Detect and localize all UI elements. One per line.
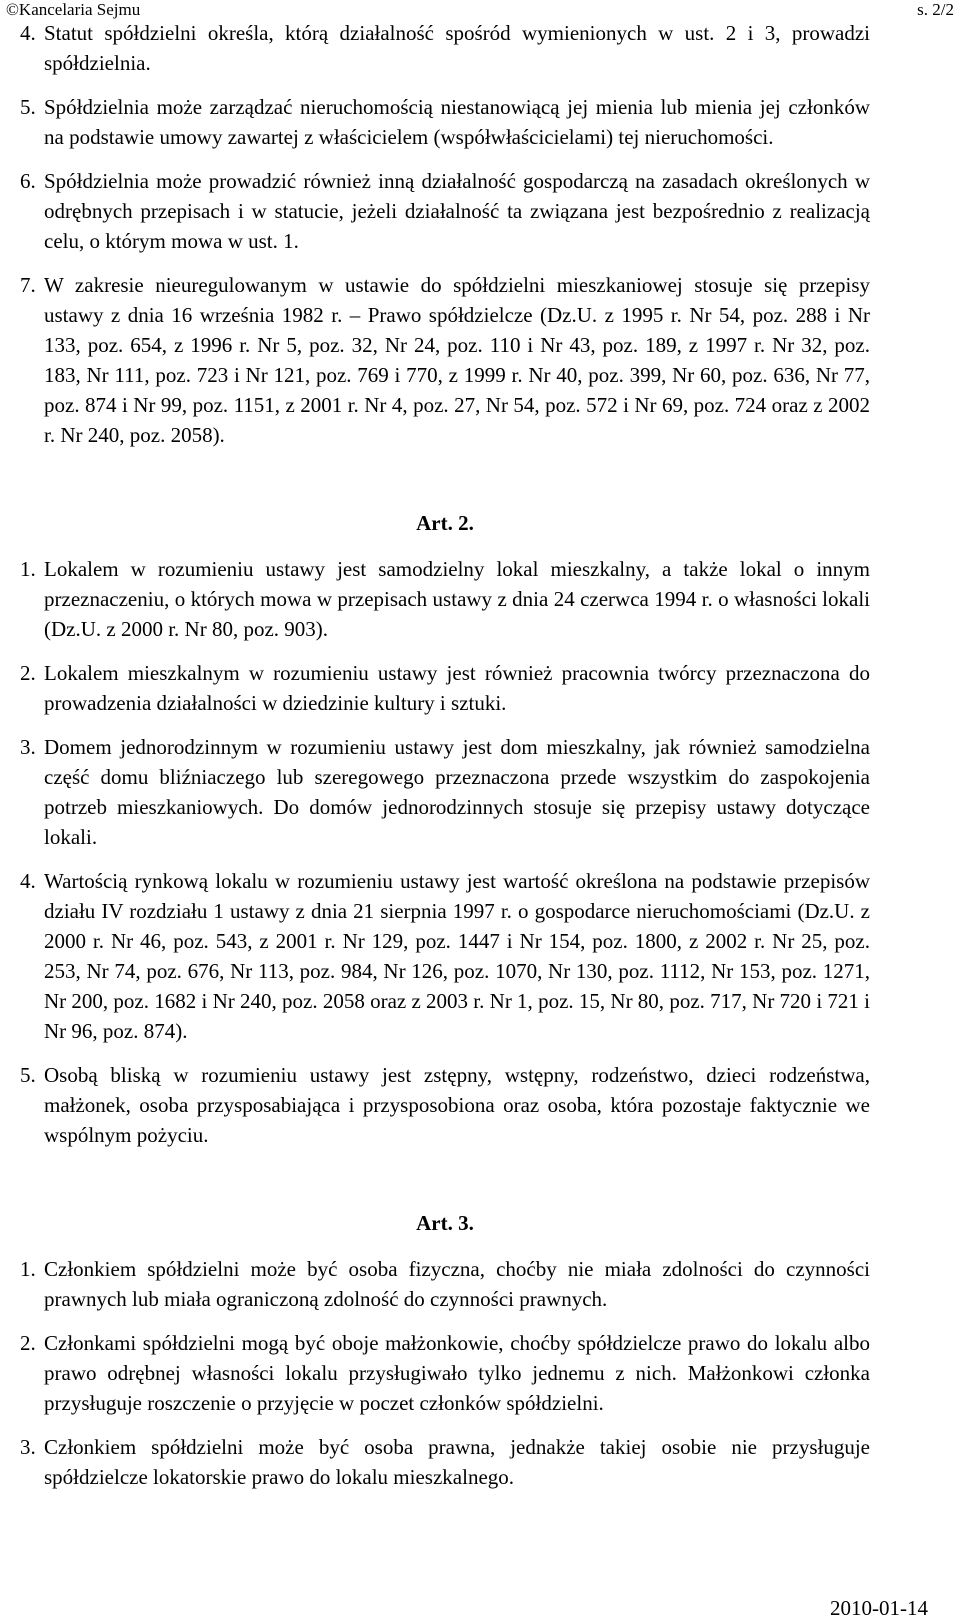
paragraph-5 (20, 92, 870, 152)
paragraph-text: Statut spółdzielni określa, którą działalność spośród wymienionych w ust. 2 i 3, prowadzi spółdzielnia. (44, 21, 870, 75)
paragraph-number: 1. (20, 1257, 36, 1281)
paragraph-text: Osobą bliską w rozumieniu ustawy jest zstępny, wstępny, rodzeństwo, dzieci rodzeństwa, małżonek, osoba przysposabiająca i przysposobiona oraz osoba, która pozostaje faktycznie we wspólnym pożyciu. (44, 1063, 870, 1147)
document-body (20, 18, 870, 1506)
article-2-heading: Art. 2. (416, 511, 474, 535)
art2-paragraph-4 (20, 866, 870, 1046)
paragraph-text: Wartością rynkową lokalu w rozumieniu ustawy jest wartość określona na podstawie przepisów działu IV rozdziału 1 ustawy z dnia 21 sierpnia 1997 r. o gospodarce nieruchomościami (Dz.U. z 2000 r. Nr 46, poz. 543, z 2001 r. Nr 129, poz. 1447 i Nr 154, poz. 1800, z 2002 r. Nr 25, poz. 253, Nr 74, poz. 676, Nr 113, poz. 984, Nr 126, poz. 1070, Nr 130, poz. 1112, Nr 153, poz. 1271, Nr 200, poz. 1682 i Nr 240, poz. 2058 oraz z 2003 r. Nr 1, poz. 15, Nr 80, poz. 717, Nr 720 i 721 i Nr 96, poz. 874). (44, 869, 870, 1043)
paragraph-number: 3. (20, 1435, 36, 1459)
paragraph-text: Spółdzielnia może zarządzać nieruchomością niestanowiącą jej mienia lub mienia jej członków na podstawie umowy zawartej z właścicielem (współwłaścicielami) tej nieruchomości. (44, 95, 870, 149)
paragraph-text: W zakresie nieuregulowanym w ustawie do spółdzielni mieszkaniowej stosuje się przepisy ustawy z dnia 16 września 1982 r. – Prawo spółdzielcze (Dz.U. z 1995 r. Nr 54, poz. 288 i Nr 133, poz. 654, z 1996 r. Nr 5, poz. 32, Nr 24, poz. 110 i Nr 43, poz. 189, z 1997 r. Nr 32, poz. 183, Nr 111, poz. 723 i Nr 121, poz. 769 i 770, z 1999 r. Nr 40, poz. 399, Nr 60, poz. 636, Nr 77, poz. 874 i Nr 99, poz. 1151, z 2001 r. Nr 4, poz. 27, Nr 54, poz. 572 i Nr 69, poz. 724 oraz z 2002 r. Nr 240, poz. 2058). (44, 273, 870, 447)
paragraph-number: 5. (20, 1063, 36, 1087)
art3-paragraph-2 (20, 1328, 870, 1418)
paragraph-4 (20, 18, 870, 78)
paragraph-text: Domem jednorodzinnym w rozumieniu ustawy jest dom mieszkalny, jak również samodzielna część domu bliźniaczego lub szeregowego przeznaczona przede wszystkim do zaspokojenia potrzeb mieszkaniowych. Do domów jednorodzinnych stosuje się przepisy ustawy dotyczące lokali. (44, 735, 870, 849)
paragraph-text: Członkiem spółdzielni może być osoba fizyczna, choćby nie miała zdolności do czynności prawnych lub miała ograniczoną zdolność do czynności prawnych. (44, 1257, 870, 1311)
paragraph-number: 3. (20, 735, 36, 759)
paragraph-7 (20, 270, 870, 450)
art3-paragraph-3 (20, 1432, 870, 1492)
paragraph-number: 1. (20, 557, 36, 581)
art2-paragraph-5 (20, 1060, 870, 1150)
paragraph-number: 6. (20, 169, 36, 193)
art2-paragraph-2 (20, 658, 870, 718)
paragraph-number: 4. (20, 21, 36, 45)
paragraph-6 (20, 166, 870, 256)
paragraph-text: Spółdzielnia może prowadzić również inną działalność gospodarczą na zasadach określonych w odrębnych przepisach i w statucie, jeżeli działalność ta związana jest bezpośrednio z realizacją celu, o którym mowa w ust. 1. (44, 169, 870, 253)
footer-date: 2010-01-14 (830, 1596, 928, 1620)
art3-paragraph-1 (20, 1254, 870, 1314)
paragraph-text: Członkami spółdzielni mogą być oboje małżonkowie, choćby spółdzielcze prawo do lokalu albo prawo odrębnej własności lokalu przysługiwało tylko jednemu z nich. Małżonkowi członka przysługuje roszczenie o przyjęcie w poczet członków spółdzielni. (44, 1331, 870, 1415)
paragraph-text: Lokalem w rozumieniu ustawy jest samodzielny lokal mieszkalny, a także lokal o innym przeznaczeniu, o których mowa w przepisach ustawy z dnia 24 czerwca 1994 r. o własności lokali (Dz.U. z 2000 r. Nr 80, poz. 903). (44, 557, 870, 641)
paragraph-number: 5. (20, 95, 36, 119)
paragraph-number: 2. (20, 661, 36, 685)
paragraph-text: Członkiem spółdzielni może być osoba prawna, jednakże takiej osobie nie przysługuje spółdzielcze lokatorskie prawo do lokalu mieszkalnego. (44, 1435, 870, 1489)
article-3-heading: Art. 3. (416, 1211, 474, 1235)
paragraph-text: Lokalem mieszkalnym w rozumieniu ustawy jest również pracownia twórcy przeznaczona do prowadzenia działalności w dziedzinie kultury i sztuki. (44, 661, 870, 715)
paragraph-number: 7. (20, 273, 36, 297)
paragraph-number: 2. (20, 1331, 36, 1355)
paragraph-number: 4. (20, 869, 36, 893)
art2-paragraph-1 (20, 554, 870, 644)
header-publisher: ©Kancelaria Sejmu (6, 0, 141, 19)
art2-paragraph-3 (20, 732, 870, 852)
header-page-number: s. 2/2 (917, 0, 954, 19)
